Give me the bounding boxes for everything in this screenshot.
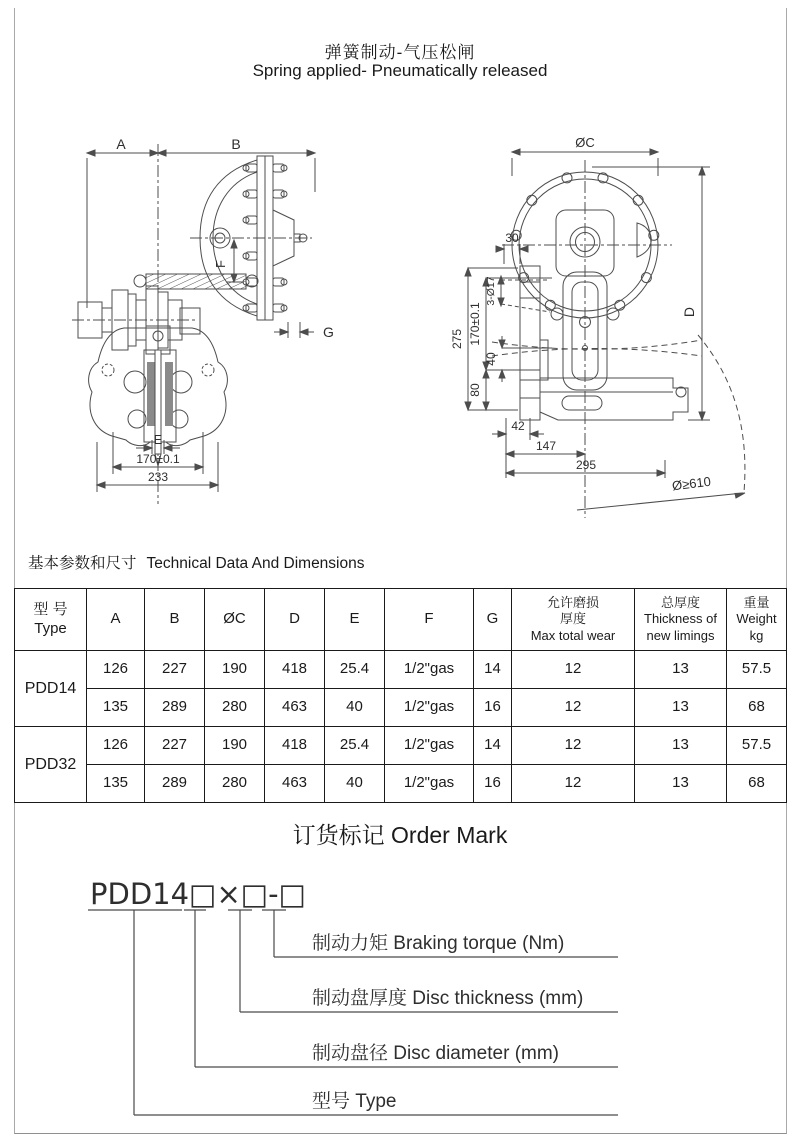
- col-header-d: D: [265, 589, 325, 651]
- col-header-weight: 重量 Weight kg: [727, 589, 787, 651]
- table-cell: 57.5: [727, 651, 787, 689]
- row-type-pdd32: PDD32: [15, 727, 87, 803]
- dim-label-b: B: [231, 136, 241, 152]
- dim-label-233: 233: [147, 470, 169, 484]
- callout-disc-diameter: 制动盘径 Disc diameter (mm): [312, 1043, 560, 1064]
- table-cell: 418: [265, 727, 325, 765]
- dim-label-30: 30: [505, 231, 519, 245]
- table-cell: 68: [727, 765, 787, 803]
- dim-label-e: E: [153, 432, 163, 447]
- table-cell: 190: [205, 727, 265, 765]
- side-view-drawing: [60, 130, 350, 510]
- side-view-linework: [72, 144, 315, 504]
- table-cell: 14: [474, 727, 512, 765]
- table-cell: 13: [635, 765, 727, 803]
- table-cell: 40: [325, 765, 385, 803]
- table-cell: 289: [145, 765, 205, 803]
- order-mark-heading: 订货标记 Order Mark: [292, 822, 508, 848]
- col-header-new-thickness: 总厚度 Thickness of new limings: [635, 589, 727, 651]
- col-header-b: B: [145, 589, 205, 651]
- table-cell: 463: [265, 765, 325, 803]
- table-cell: 57.5: [727, 727, 787, 765]
- dim-label-80: 80: [468, 383, 482, 397]
- table-cell: 16: [474, 689, 512, 727]
- dim-label-3xo17: 3-Ø17: [485, 276, 497, 306]
- table-cell: 463: [265, 689, 325, 727]
- col-header-g: G: [474, 589, 512, 651]
- dim-label-g: G: [323, 324, 334, 340]
- table-cell: 280: [205, 765, 265, 803]
- table-cell: 12: [512, 727, 635, 765]
- table-cell: 227: [145, 727, 205, 765]
- table-cell: 135: [87, 765, 145, 803]
- table-cell: 12: [512, 689, 635, 727]
- col-header-type: 型 号 Type: [15, 589, 87, 651]
- table-cell: 12: [512, 765, 635, 803]
- table-cell: 1/2"gas: [385, 765, 474, 803]
- col-header-f: F: [385, 589, 474, 651]
- col-header-a: A: [87, 589, 145, 651]
- dim-label-170: 170±0.1: [136, 452, 180, 466]
- dim-label-275: 275: [450, 328, 464, 350]
- callout-braking-torque: 制动力矩 Braking torque (Nm): [312, 933, 565, 954]
- page-title-en: Spring applied- Pneumatically released: [252, 61, 548, 80]
- row-type-pdd14: PDD14: [15, 651, 87, 727]
- table-cell: 13: [635, 689, 727, 727]
- dim-label-170: 170±0.1: [468, 302, 482, 346]
- table-section-title-zh: 基本参数和尺寸: [28, 555, 137, 572]
- table-cell: 13: [635, 727, 727, 765]
- table-cell: 13: [635, 651, 727, 689]
- table-cell: 25.4: [325, 727, 385, 765]
- table-cell: 227: [145, 651, 205, 689]
- table-cell: 25.4: [325, 651, 385, 689]
- table-section-title: [28, 551, 365, 573]
- table-cell: 16: [474, 765, 512, 803]
- front-view-drawing: [440, 130, 790, 530]
- col-header-e: E: [325, 589, 385, 651]
- table-cell: 68: [727, 689, 787, 727]
- table-section-title-en: Technical Data And Dimensions: [146, 555, 365, 572]
- page-title-zh: 弹簧制动-气压松闸: [324, 43, 476, 62]
- table-cell: 126: [87, 727, 145, 765]
- technical-data-table: [14, 588, 787, 803]
- table-cell: 190: [205, 651, 265, 689]
- table-cell: 126: [87, 651, 145, 689]
- table-cell: 280: [205, 689, 265, 727]
- table-cell: 135: [87, 689, 145, 727]
- order-model-designation: PDD14□×□-□: [90, 877, 307, 911]
- dim-label-d: D: [681, 306, 697, 318]
- dim-label-295: 295: [575, 458, 597, 472]
- dim-label-a: A: [116, 136, 126, 152]
- order-mark-diagram: [14, 808, 786, 1133]
- col-header-max-wear: 允许磨损 厚度 Max total wear: [512, 589, 635, 651]
- col-header-c: ØC: [205, 589, 265, 651]
- table-cell: 12: [512, 651, 635, 689]
- dim-label-40: 40: [484, 352, 498, 366]
- dim-label-oc: ØC: [575, 135, 595, 150]
- dim-label-147: 147: [535, 439, 557, 453]
- table-cell: 1/2"gas: [385, 727, 474, 765]
- callout-type: 型号 Type: [312, 1091, 397, 1112]
- table-cell: 1/2"gas: [385, 651, 474, 689]
- table-cell: 418: [265, 651, 325, 689]
- dim-label-disc-min: Ø≥610: [671, 473, 712, 494]
- table-cell: 40: [325, 689, 385, 727]
- table-cell: 14: [474, 651, 512, 689]
- table-cell: 1/2"gas: [385, 689, 474, 727]
- dim-label-f: F: [213, 260, 228, 268]
- callout-disc-thickness: 制动盘厚度 Disc thickness (mm): [312, 988, 584, 1009]
- table-cell: 289: [145, 689, 205, 727]
- dim-label-42: 42: [511, 419, 525, 433]
- front-view-linework: [465, 149, 745, 518]
